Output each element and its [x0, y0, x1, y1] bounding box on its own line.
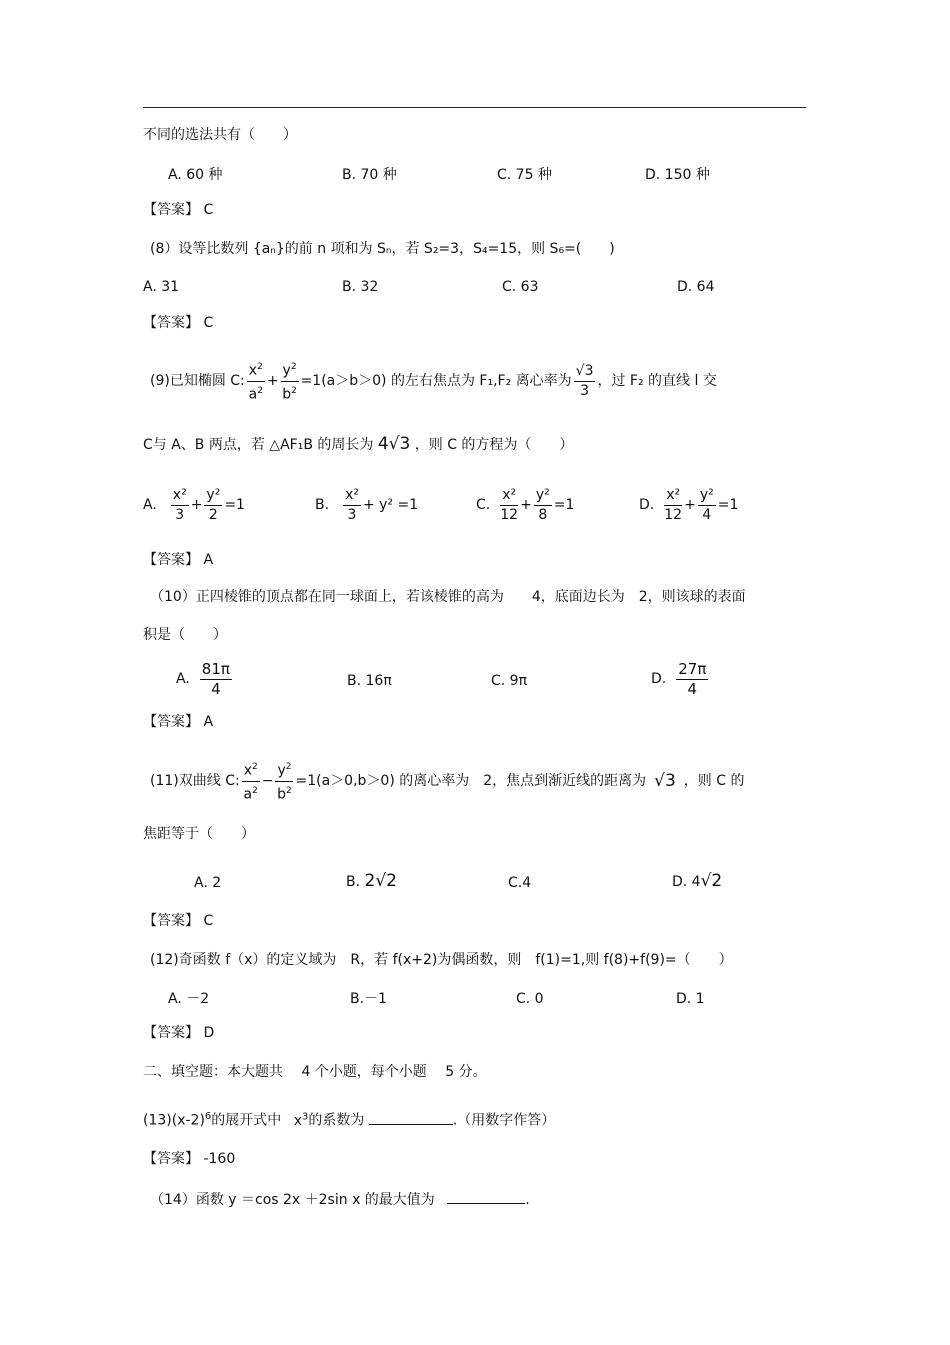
- option-label: C.: [476, 497, 491, 513]
- q7-option-a: A. 60 种: [168, 167, 223, 183]
- fraction: $\frac{\text{x²}}{12}$: [664, 486, 683, 523]
- q9-line2-a: C与 A、B 两点，若 △AF₁B 的周长为: [143, 437, 374, 453]
- q9-option-d: D. $\frac{\text{x²}}{12}$ + $\frac{\text{y²}}{4}$ =1: [639, 486, 739, 523]
- q9-answer: 【答案】 A: [143, 552, 214, 568]
- option-tail: =1: [717, 497, 739, 513]
- q11-fraction-y: $\frac{y^2}{b^2}$: [275, 759, 293, 803]
- q12-stem: (12)奇函数 f（x）的定义域为 R，若 f(x+2)为偶函数，则 f(1)=1,则 f(8)+f(9)=（ ）: [150, 952, 733, 968]
- q9-option-c: C. $\frac{\text{x²}}{12}$ + $\frac{\text{y²}}{8}$ =1: [476, 486, 575, 523]
- fraction: $\frac{\text{x²}}{3}$: [172, 486, 187, 523]
- q10-answer: 【答案】 A: [143, 714, 214, 730]
- q11-option-b: B. 2√2: [346, 871, 397, 891]
- option-tail: =1: [553, 497, 575, 513]
- fraction: $\frac{\text{y²}}{2}$: [206, 486, 221, 523]
- option-label: A.: [143, 497, 157, 513]
- plus-sign: +: [266, 373, 279, 389]
- q14-stem: [150, 1191, 530, 1209]
- q13-expr: (13)(x-2): [143, 1112, 205, 1129]
- q9-prefix: (9)已知椭圆 C:: [150, 373, 245, 389]
- fraction: $\frac{27\pi}{4}$: [678, 659, 707, 698]
- q10-option-c: C. 9π: [491, 673, 528, 689]
- option-tail: + y² =1: [362, 497, 419, 513]
- q13-b: 的展开式中: [211, 1112, 282, 1129]
- q10-option-b: B. 16π: [347, 673, 392, 689]
- q13-answer: 【答案】 -160: [143, 1151, 236, 1167]
- q10-option-a: [176, 656, 234, 702]
- q11-option-c: C.4: [508, 875, 532, 891]
- q9-option-b: [315, 482, 418, 528]
- q9-eccentricity: $\frac{√3}{3}$: [575, 362, 594, 399]
- q8-stem: (8）设等比数列 {aₙ}的前 n 项和为 Sₙ，若 S₂=3，S₄=15，则 S₆=( ): [150, 241, 615, 257]
- option-label: D. 4: [672, 874, 701, 890]
- q14-b: .: [525, 1192, 530, 1208]
- option-label: B.: [315, 497, 330, 513]
- q12-option-a: A. －2: [168, 991, 210, 1007]
- q11-prefix: (11)双曲线 C:: [150, 773, 240, 789]
- q9-fraction-x: $\frac{x^2}{a^2}$: [247, 359, 265, 403]
- distance-value: √3: [654, 771, 676, 791]
- q14-a: （14）函数 y ＝cos 2x ＋2sin x 的最大值为: [150, 1192, 435, 1208]
- option-label: A.: [176, 671, 190, 687]
- q11-mid: =1(a＞0,b＞0) 的离心率为 2，焦点到渐近线的距离为: [295, 773, 647, 789]
- option-label: D.: [651, 671, 667, 687]
- q7-option-b: B. 70 种: [342, 167, 397, 183]
- fraction: $\frac{\text{x²}}{12}$: [500, 486, 519, 523]
- q11-option-d: D. 4√2: [672, 871, 723, 891]
- q11-fraction-x: $\frac{x^2}{a^2}$: [242, 759, 260, 803]
- q8-answer: 【答案】 C: [143, 315, 214, 331]
- option-tail: =1: [224, 497, 245, 513]
- fraction: $\frac{\text{y²}}{4}$: [699, 486, 714, 523]
- q10-stem-line2: 积是（ ）: [143, 627, 227, 643]
- answer-blank[interactable]: [369, 1112, 453, 1125]
- option-label: B.: [346, 874, 361, 890]
- q11-option-a: A. 2: [194, 875, 222, 891]
- q9-stem-line1: [150, 356, 717, 406]
- q11-stem-line2: 焦距等于（ ）: [143, 826, 255, 842]
- q7-stem-tail: 不同的选法共有（ ）: [143, 127, 297, 143]
- q12-option-c: C. 0: [516, 991, 544, 1007]
- section-2-heading: 二、填空题：本大题共 4 个小题，每个小题 5 分。: [143, 1064, 487, 1080]
- q9-option-a: A. $\frac{\text{x²}}{3}$ + $\frac{\text{y²}}{2}$ =1: [143, 486, 245, 523]
- q10-option-d: [651, 656, 710, 702]
- perimeter-value: 4√3: [377, 434, 411, 454]
- option-label: D.: [639, 497, 655, 513]
- fraction: $\frac{\text{x²}}{3}$: [345, 486, 359, 523]
- q7-option-c: C. 75 种: [497, 167, 552, 183]
- q9-fraction-y: $\frac{y^2}{b^2}$: [281, 359, 299, 403]
- header-rule: [143, 107, 806, 108]
- answer-blank[interactable]: [447, 1191, 525, 1204]
- q12-answer: 【答案】 D: [143, 1025, 215, 1041]
- q8-option-a: A. 31: [143, 279, 180, 295]
- q12-option-b: B.－1: [350, 991, 387, 1007]
- q8-option-c: C. 63: [502, 279, 539, 295]
- q11-stem-line1: [150, 756, 744, 806]
- q10-stem-line1: （10）正四棱锥的顶点都在同一球面上，若该棱锥的高为 4，底面边长为 2，则该球的表面: [150, 589, 746, 605]
- q9-suffix: ，过 F₂ 的直线 l 交: [597, 373, 717, 389]
- q9-stem-line2: [143, 435, 573, 454]
- q8-option-b: B. 32: [342, 279, 379, 295]
- q8-option-d: D. 64: [677, 279, 715, 295]
- q7-option-d: D. 150 种: [645, 167, 710, 183]
- q13-c: 的系数为: [308, 1112, 365, 1129]
- q11-answer: 【答案】 C: [143, 913, 214, 929]
- minus-sign: −: [261, 773, 274, 789]
- q7-answer: 【答案】 C: [143, 202, 214, 218]
- fraction: $\frac{\text{y²}}{8}$: [535, 486, 550, 523]
- q13-stem: $(13)(x-2)^6$的展开式中 $x^3$的系数为 .（用数字作答）: [143, 1111, 556, 1129]
- fraction: $\frac{81\pi}{4}$: [201, 659, 230, 698]
- q9-eq-mid: =1(a＞b＞0) 的左右焦点为 F₁,F₂ 离心率为: [300, 373, 572, 389]
- q9-line2-b: ，则 C 的方程为（ ）: [414, 437, 574, 453]
- q11-suffix: ，则 C 的: [683, 773, 745, 789]
- q12-option-d: D. 1: [676, 991, 705, 1007]
- q13-d: .（用数字作答）: [452, 1112, 556, 1129]
